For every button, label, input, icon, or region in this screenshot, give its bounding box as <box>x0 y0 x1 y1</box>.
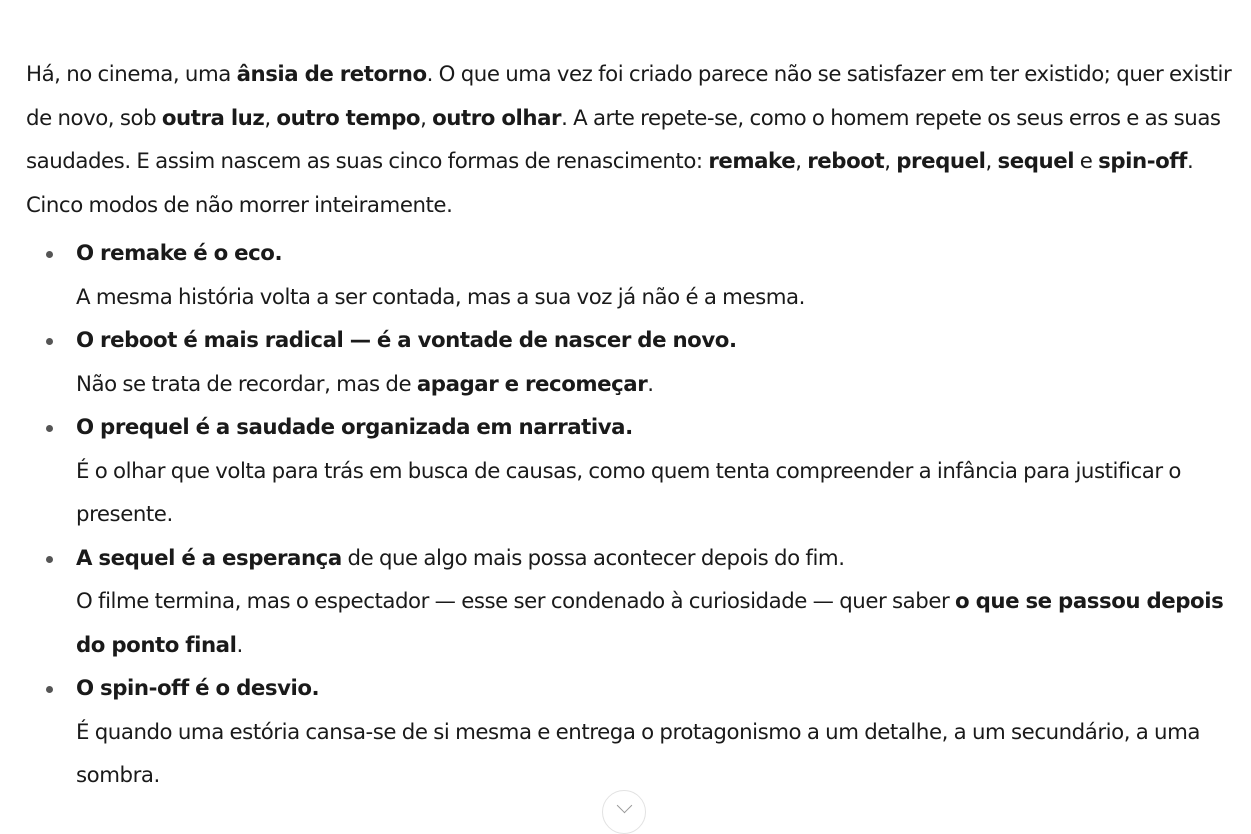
item-body: É quando uma estória cansa-se de si mesma e entrega o protagonismo a um detalhe, a um secundário, a uma sombra. <box>76 719 1200 788</box>
intro-text: e <box>1074 149 1099 174</box>
intro-emphasis: remake <box>708 149 796 174</box>
forms-list <box>26 232 1236 798</box>
item-body: . <box>647 371 654 397</box>
intro-text: , <box>985 149 998 174</box>
intro-emphasis: ânsia de retorno <box>236 62 427 87</box>
item-body-emphasis: o que se passou depois do ponto final <box>76 589 1224 658</box>
bullet-icon <box>46 338 53 345</box>
list-item-reboot <box>76 319 1236 406</box>
list-item-sequel <box>76 537 1236 668</box>
item-heading: O prequel é a saudade organizada em narrativa. <box>76 415 633 440</box>
item-heading-rest: de que algo mais possa acontecer depois do fim. <box>341 545 845 571</box>
intro-text: , <box>264 105 277 131</box>
intro-emphasis: prequel <box>896 149 986 174</box>
bullet-icon <box>46 556 53 563</box>
intro-emphasis: outro tempo <box>276 105 421 131</box>
item-body: . <box>236 632 243 658</box>
list-item-spinoff <box>76 667 1236 798</box>
bullet-icon <box>46 425 53 432</box>
intro-emphasis: outra luz <box>161 105 265 131</box>
item-heading: O remake é o eco. <box>76 241 283 266</box>
intro-text: , <box>795 149 808 174</box>
intro-emphasis: reboot <box>807 149 885 174</box>
bullet-icon <box>46 251 53 258</box>
article-body <box>26 53 1236 798</box>
intro-text: , <box>420 105 433 131</box>
intro-text: . O que uma vez foi criado parece não se satisfazer em ter existido; quer existir de novo, sob <box>26 62 1232 131</box>
intro-emphasis: outro olhar <box>432 105 562 131</box>
chevron-down-icon <box>616 798 632 814</box>
item-body: O filme termina, mas o espectador — esse ser condenado à curiosidade — quer saber <box>76 589 956 614</box>
intro-paragraph <box>26 53 1236 227</box>
intro-emphasis: sequel <box>997 149 1075 174</box>
intro-text: . Cinco modos de não morrer inteiramente. <box>26 149 1194 218</box>
intro-text: Há, no cinema, uma <box>26 62 237 87</box>
item-body: É o olhar que volta para trás em busca de causas, como quem tenta compreender a infância para justificar o presente. <box>76 458 1181 527</box>
item-heading: A sequel é a esperança <box>76 545 342 571</box>
intro-text: . A arte repete-se, como o homem repete os seus erros e as suas saudades. E assim nascem as suas cinco formas de renascimento: <box>26 105 1221 174</box>
item-body: A mesma história volta a ser contada, mas a sua voz já não é a mesma. <box>76 284 805 310</box>
bullet-icon <box>46 686 53 693</box>
intro-text: , <box>884 149 897 174</box>
intro-emphasis: spin-off <box>1098 149 1187 174</box>
list-item-remake <box>76 232 1236 319</box>
item-heading: O reboot é mais radical — é a vontade de nascer de novo. <box>76 328 737 353</box>
list-item-prequel <box>76 406 1236 537</box>
scroll-down-button[interactable] <box>602 790 646 834</box>
item-heading: O spin-off é o desvio. <box>76 676 320 701</box>
item-body-emphasis: apagar e recomeçar <box>416 371 648 397</box>
item-body: Não se trata de recordar, mas de <box>76 371 417 397</box>
